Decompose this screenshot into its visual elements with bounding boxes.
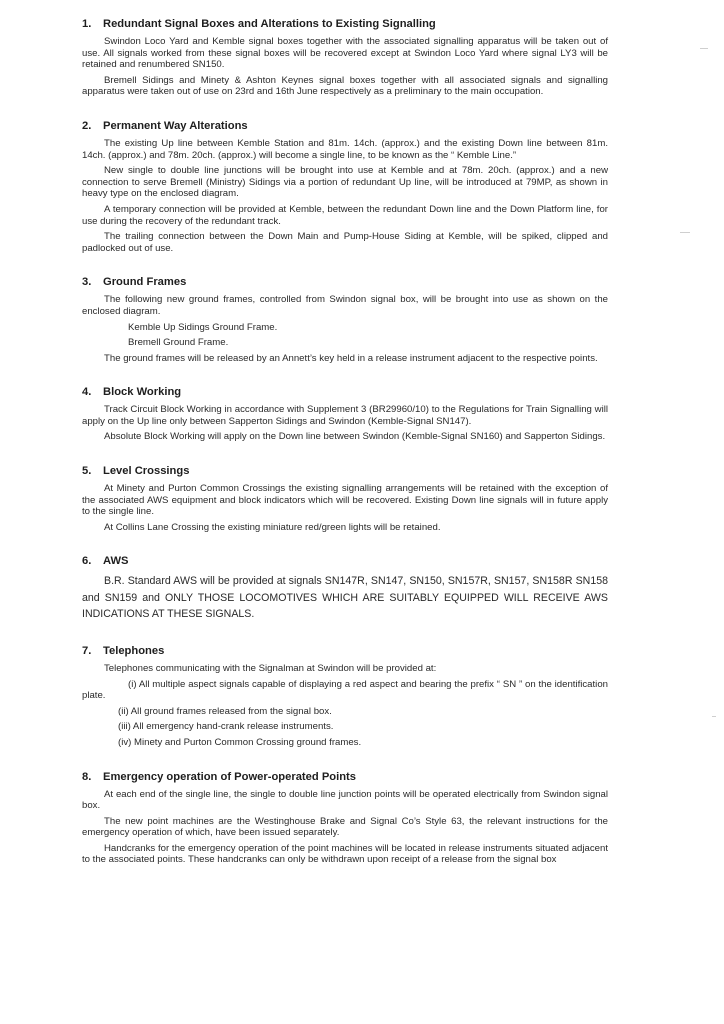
section-ground-frames — [82, 276, 608, 364]
section-heading — [82, 555, 608, 567]
section-number: 8. — [82, 770, 92, 783]
section-heading — [82, 386, 608, 398]
section-heading — [82, 18, 608, 30]
paragraph: The new point machines are the Westinghouse Brake and Signal Co’s Style 63, the relevant instructions for the emergency operation of which, have been issued separately. — [82, 815, 608, 839]
section-number: 2. — [82, 119, 92, 132]
paragraph: The trailing connection between the Down Main and Pump-House Siding at Kemble, will be spiked, clipped and padlocked out of use. — [82, 231, 608, 254]
section-heading — [82, 771, 608, 783]
section-number: 5. — [82, 465, 92, 478]
section-number: 4. — [82, 386, 92, 399]
paragraph: B.R. Standard AWS will be provided at signals SN147R, SN147, SN150, SN157R, SN157, SN158R SN158 and SN159 and ONLY THOSE LOCOMOTIVES WHICH ARE SUITABLY EQUIPPED WILL RECEIVE AWS INDICATIONS AT THESE SIGNALS. — [82, 575, 608, 621]
list-item: Kemble Up Sidings Ground Frame. — [128, 321, 278, 333]
section-title: Permanent Way Alterations — [103, 119, 248, 132]
list-item: (iv) Minety and Purton Common Crossing ground frames. — [118, 736, 362, 748]
paragraph: At each end of the single line, the single to double line junction points will be operated electrically from Swindon signal box. — [82, 788, 608, 812]
section-heading — [82, 120, 608, 132]
section-title: Emergency operation of Power-operated Points — [103, 770, 357, 783]
list-item: (ii) All ground frames released from the signal box. — [118, 705, 332, 717]
section-telephones — [82, 645, 608, 749]
paragraph: Absolute Block Working will apply on the Down line between Swindon (Kemble-Signal SN160) and Sapperton Sidings. — [104, 431, 606, 443]
paragraph: The ground frames will be released by an Annett’s key held in a release instrument adjacent to the respective points. — [104, 352, 598, 364]
paragraph: At Collins Lane Crossing the existing miniature red/green lights will be retained. — [104, 521, 441, 533]
section-heading — [82, 465, 608, 477]
section-level-crossings — [82, 465, 608, 533]
section-permanent-way-alterations — [82, 120, 608, 254]
section-emergency-operation — [82, 771, 608, 867]
section-number: 7. — [82, 644, 92, 657]
paragraph: A temporary connection will be provided at Kemble, between the redundant Down line and the Down Platform line, for use during the recovery of the redundant track. — [82, 203, 608, 227]
section-number: 3. — [82, 276, 92, 289]
list-item: (i) All multiple aspect signals capable of displaying a red aspect and bearing the prefix “ SN ” on the identification plate. — [82, 678, 608, 702]
document-body — [82, 18, 608, 888]
list-item: Bremell Ground Frame. — [128, 337, 229, 349]
list-item: (iii) All emergency hand-crank release instruments. — [118, 721, 334, 733]
scan-speck — [680, 232, 690, 233]
intro-line: Telephones communicating with the Signalman at Swindon will be provided at: — [104, 662, 437, 674]
paragraph: The existing Up line between Kemble Station and 81m. 14ch. (approx.) and the existing Down line between 81m. 14ch. (approx.) and 78m. 20ch. (approx.) will become a single line, to be known as the “ Kemble Line.” — [82, 137, 608, 161]
section-heading — [82, 645, 608, 657]
section-number: 6. — [82, 555, 92, 568]
paragraph: Bremell Sidings and Minety & Ashton Keynes signal boxes together with all associated signals and signalling apparatus were taken out of use on 23rd and 16th June respectively as a preliminary to the main occupation. — [82, 74, 608, 98]
section-title: Telephones — [103, 644, 165, 657]
section-number: 1. — [82, 18, 92, 30]
scan-speck — [700, 48, 708, 49]
paragraph: The following new ground frames, controlled from Swindon signal box, will be brought into use as shown on the enclosed diagram. — [82, 294, 608, 317]
section-block-working — [82, 386, 608, 443]
section-aws — [82, 555, 608, 623]
section-heading — [82, 276, 608, 288]
paragraph: New single to double line junctions will be brought into use at Kemble and at 78m. 20ch. (approx.) and a new connection to serve Bremell (Ministry) Sidings via a portion of redundant Up line, will be introduced at 79MP, as shown in heavy type on the enclosed diagram. — [82, 165, 608, 200]
paragraph: Swindon Loco Yard and Kemble signal boxes together with the associated signalling apparatus will be taken out of use. All signals worked from these signal boxes will be recovered except at Swindon Loco Yard where signal LY3 will be retained and renumbered SN150. — [82, 36, 608, 71]
paragraph: At Minety and Purton Common Crossings the existing signalling arrangements will be retained with the exception of the associated AWS equipment and block indicators which will be recovered. Existing Down line signals will in future apply to the single line. — [82, 483, 608, 518]
section-title: Ground Frames — [103, 276, 187, 289]
section-redundant-signal-boxes — [82, 18, 608, 98]
section-title: Level Crossings — [103, 465, 190, 478]
scan-speck — [712, 716, 716, 717]
section-title: Redundant Signal Boxes and Alterations to Existing Signalling — [103, 18, 436, 30]
section-title: Block Working — [103, 386, 182, 399]
section-title: AWS — [103, 555, 129, 568]
paragraph: Handcranks for the emergency operation of the point machines will be located in release instruments situated adjacent to the associated points. These handcranks can only be withdrawn upon receipt of a release from the signal box — [82, 842, 608, 866]
paragraph: Track Circuit Block Working in accordance with Supplement 3 (BR29960/10) to the Regulations for Train Signalling will apply on the Up line only between Sapperton Sidings and Swindon (Kemble-Signal SN147). — [82, 404, 608, 427]
